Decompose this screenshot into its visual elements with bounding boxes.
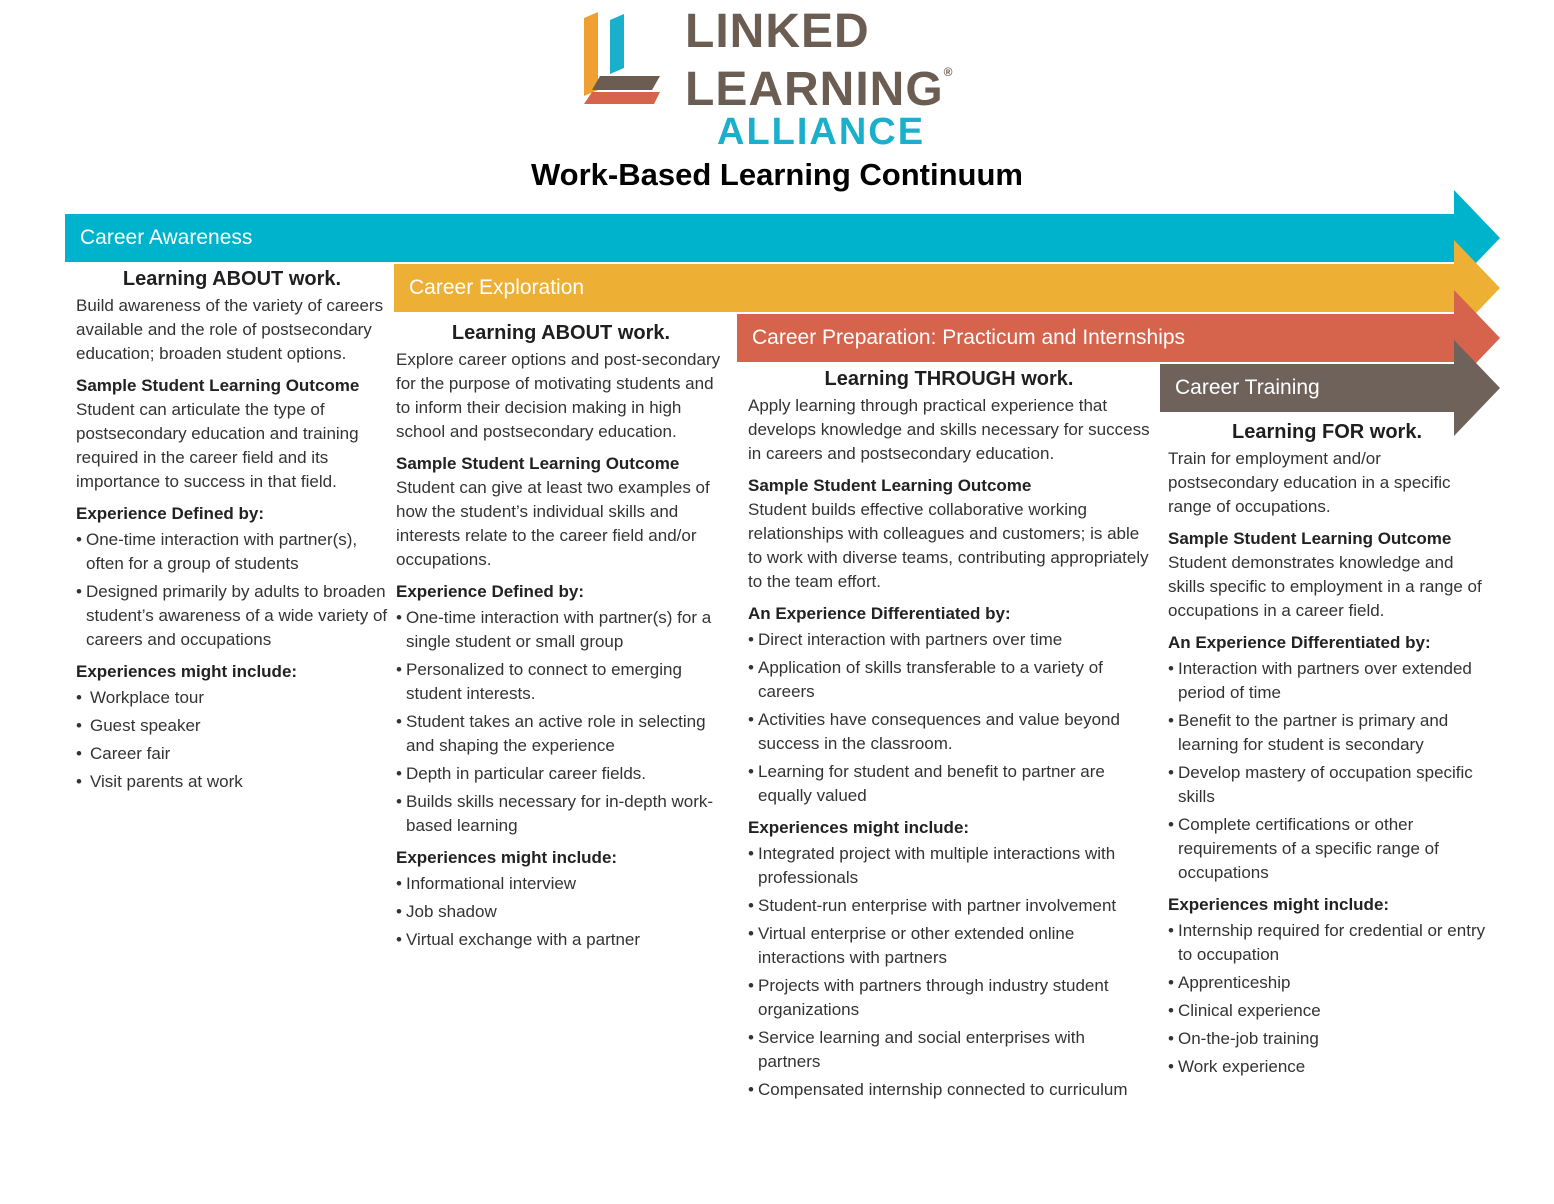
list-item: • Student takes an active role in selecting and shaping the experience (396, 710, 726, 758)
defined-label: Experience Defined by: (396, 582, 585, 601)
list-item: • Projects with partners through industry student organizations (748, 974, 1150, 1022)
defined-label: An Experience Differentiated by: (748, 604, 1011, 623)
list-item: • Activities have consequences and value beyond success in the classroom. (748, 708, 1150, 756)
list-item: • Application of skills transferable to a variety of careers (748, 656, 1150, 704)
list-item: • Develop mastery of occupation specific skills (1168, 761, 1486, 809)
career-awareness-column (76, 266, 388, 798)
list-item: • Integrated project with multiple interactions with professionals (748, 842, 1150, 890)
list-item: • Job shadow (396, 900, 726, 924)
list-item: • Guest speaker (76, 714, 388, 738)
defined-list (396, 606, 726, 838)
arrow-label: Career Preparation: Practicum and Internships (752, 326, 1186, 349)
include-list (1168, 919, 1486, 1079)
list-item: • One-time interaction with partner(s), often for a group of students (76, 528, 388, 576)
column-description: Build awareness of the variety of careers available and the role of postsecondary education; broaden student options. (76, 296, 384, 363)
registered-mark: ® (943, 65, 954, 79)
column-description: Train for employment and/or postsecondary education in a specific range of occupations. (1168, 449, 1451, 516)
logo-learning-text: LEARNING® (685, 63, 954, 116)
page-title: Work-Based Learning Continuum (530, 157, 1023, 192)
career-preparation-column (748, 366, 1150, 1106)
list-item: • Career fair (76, 742, 388, 766)
arrow-label: Career Awareness (80, 226, 253, 249)
include-label: Experiences might include: (748, 818, 970, 837)
career-preparation-arrow (737, 314, 1500, 362)
logo-mark-icon (580, 12, 670, 112)
career-training-column (1168, 419, 1486, 1083)
list-item: • Interaction with partners over extended period of time (1168, 657, 1486, 705)
list-item: • Work experience (1168, 1055, 1486, 1079)
list-item: • Clinical experience (1168, 999, 1486, 1023)
defined-label: An Experience Differentiated by: (1168, 633, 1431, 652)
list-item: • Benefit to the partner is primary and learning for student is secondary (1168, 709, 1486, 757)
defined-label: Experience Defined by: (76, 504, 265, 523)
column-description: Explore career options and post-secondary for the purpose of motivating students and to inform their decision making in high school and postsecondary education. (396, 350, 721, 441)
list-item: • Student-run enterprise with partner involvement (748, 894, 1150, 918)
list-item: • Workplace tour (76, 686, 388, 710)
column-heading: Learning ABOUT work. (451, 322, 671, 344)
list-item: • Designed primarily by adults to broaden student’s awareness of a wide variety of careers and occupations (76, 580, 388, 652)
list-item: • Learning for student and benefit to partner are equally valued (748, 760, 1150, 808)
list-item: • Builds skills necessary for in-depth work-based learning (396, 790, 726, 838)
outcome-label: Sample Student Learning Outcome (748, 476, 1032, 495)
career-exploration-column (396, 320, 726, 956)
list-item: • Compensated internship connected to curriculum (748, 1078, 1150, 1102)
list-item: • Internship required for credential or entry to occupation (1168, 919, 1486, 967)
defined-list (748, 628, 1150, 808)
list-item: • On-the-job training (1168, 1027, 1486, 1051)
column-heading: Learning FOR work. (1231, 421, 1423, 443)
outcome-label: Sample Student Learning Outcome (396, 454, 680, 473)
outcome-text: Student demonstrates knowledge and skills specific to employment in a range of occupations in a career field. (1168, 553, 1482, 620)
column-heading: Learning THROUGH work. (824, 368, 1074, 390)
include-label: Experiences might include: (76, 662, 298, 681)
include-list (76, 686, 388, 794)
list-item: • Service learning and social enterprises with partners (748, 1026, 1150, 1074)
list-item: • One-time interaction with partner(s) for a single student or small group (396, 606, 726, 654)
outcome-text: Student can articulate the type of postsecondary education and training required in the career field and its importance to success in that field. (76, 400, 359, 491)
column-description: Apply learning through practical experience that develops knowledge and skills necessary for success in careers and postsecondary education. (748, 396, 1150, 463)
career-awareness-arrow (65, 214, 1500, 262)
list-item: • Apprenticeship (1168, 971, 1486, 995)
logo-alliance-text: ALLIANCE (717, 111, 926, 153)
include-label: Experiences might include: (1168, 895, 1390, 914)
column-heading: Learning ABOUT work. (122, 268, 342, 290)
defined-list (76, 528, 388, 652)
arrow-label: Career Exploration (409, 276, 585, 299)
outcome-text: Student builds effective collaborative working relationships with colleagues and customers; is able to work with diverse teams, contributing appropriately to the team effort. (748, 500, 1149, 591)
include-label: Experiences might include: (396, 848, 618, 867)
outcome-label: Sample Student Learning Outcome (1168, 529, 1452, 548)
list-item: • Direct interaction with partners over time (748, 628, 1150, 652)
outcome-label: Sample Student Learning Outcome (76, 376, 360, 395)
linked-learning-logo (580, 5, 1000, 153)
list-item: • Visit parents at work (76, 770, 388, 794)
list-item: • Depth in particular career fields. (396, 762, 726, 786)
defined-list (1168, 657, 1486, 885)
arrow-label: Career Training (1175, 376, 1320, 399)
career-training-arrow (1160, 364, 1500, 412)
list-item: • Virtual enterprise or other extended online interactions with partners (748, 922, 1150, 970)
career-exploration-arrow (394, 264, 1500, 312)
list-item: • Complete certifications or other requirements of a specific range of occupations (1168, 813, 1486, 885)
list-item: • Personalized to connect to emerging student interests. (396, 658, 726, 706)
list-item: • Virtual exchange with a partner (396, 928, 726, 952)
outcome-text: Student can give at least two examples of how the student’s individual skills and interests relate to the career field and/or occupations. (396, 478, 710, 569)
list-item: • Informational interview (396, 872, 726, 896)
logo-linked-text: LINKED (685, 5, 870, 58)
include-list (748, 842, 1150, 1102)
include-list (396, 872, 726, 952)
